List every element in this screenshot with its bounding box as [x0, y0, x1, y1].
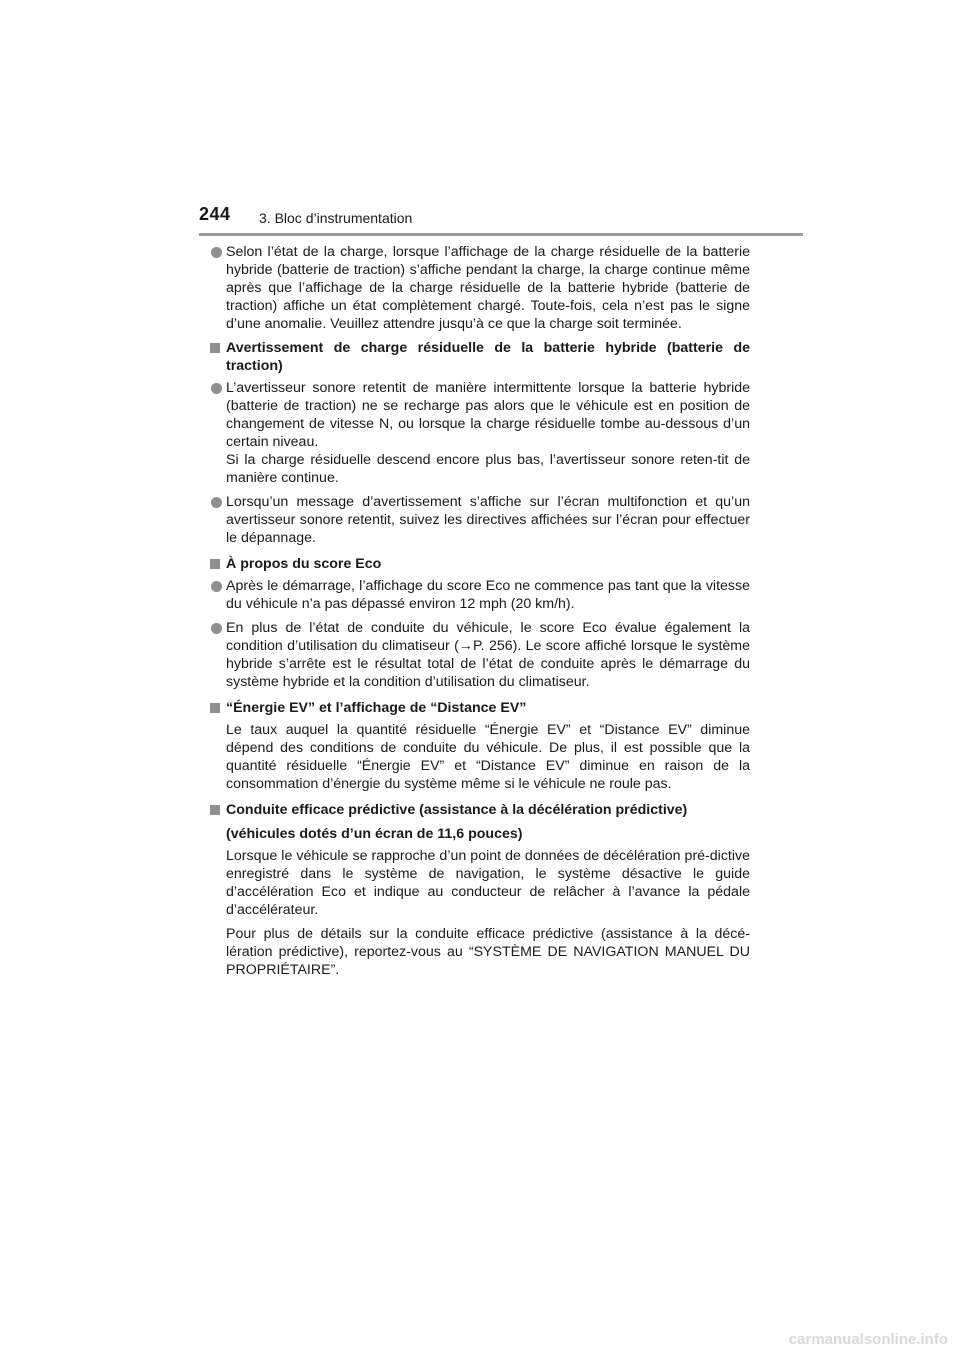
watermark-text: carmanualsonline.info [788, 1331, 948, 1348]
bullet-dot-icon [211, 581, 222, 592]
bullet-dot-icon [211, 497, 222, 508]
bullet-dot-icon [211, 383, 222, 394]
section-predictive-eco [210, 801, 750, 979]
paragraph: Le taux auquel la quantité résiduelle “Énergie EV” et “Distance EV” diminue dépend des conditions de conduite du véhicule. De plus, il est possible que la quantité résiduelle “Énergie EV” et “Distance EV” diminue en raison de la consommation d’énergie du système même si le véhicule ne roule pas. [226, 722, 750, 792]
square-bullet-icon [210, 343, 220, 353]
bullet-item [210, 577, 750, 613]
bullet-text-continued: Si la charge résiduelle descend encore plus bas, l’avertisseur sonore reten-tit de manière continue. [226, 452, 750, 486]
page-content [210, 243, 750, 987]
heading-text: “Énergie EV” et l’affichage de “Distance EV” [226, 700, 527, 716]
bullet-item [210, 619, 750, 691]
bullet-text: Après le démarrage, l’affichage du score Eco ne commence pas tant que la vitesse du véhicule n’a pas dépassé environ 12 mph (20 km/h). [226, 578, 750, 612]
bullet-text: En plus de l’état de conduite du véhicule, le score Eco évalue également la condition d’utilisation du climatiseur (→P. 256). Le score affiché lorsque le système hybride s’arrête est le résultat total de l’état de conduite après le démarrage du système hybride et la condition d’utilisation du climatiseur. [226, 620, 750, 690]
bullet-item [210, 493, 750, 547]
heading-text-line1: Conduite efficace prédictive (assistance à la décélération prédictive) [226, 802, 688, 818]
heading-text: Avertissement de charge résiduelle de la batterie hybride (batterie de traction) [226, 340, 750, 374]
square-bullet-icon [210, 559, 220, 569]
page-header [199, 204, 803, 236]
square-bullet-icon [210, 805, 220, 815]
paragraph: Lorsque le véhicule se rapproche d’un point de données de décélération pré-dictive enregistré dans le système de navigation, le système désactive le guide d’accélération Eco et indique au conducteur de relâcher à l’avance la pédale d’accélérateur. [226, 848, 750, 918]
bullet-text: L’avertisseur sonore retentit de manière intermittente lorsque la batterie hybride (batterie de traction) ne se recharge pas alors que le véhicule est en position de changement de vitesse N, ou lorsque la charge résiduelle tombe au-dessous d’un certain niveau. [226, 380, 750, 450]
bullet-dot-icon [211, 623, 222, 634]
section-heading [210, 699, 750, 717]
bullet-text: Selon l’état de la charge, lorsque l’affichage de la charge résiduelle de la batterie hybride (batterie de traction) s’affiche pendant la charge, la charge continue même après que l’affichage de la charge résiduelle de la batterie hybride (batterie de traction) affiche un état complètement chargé. Toute-fois, cela n’est pas le signe d’une anomalie. Veuillez attendre jusqu’à ce que la charge soit terminée. [226, 244, 750, 332]
section-heading [210, 339, 750, 375]
heading-text-line2: (véhicules dotés d’un écran de 11,6 pouces) [226, 826, 523, 842]
section-charge-warning [210, 339, 750, 547]
bullet-dot-icon [211, 247, 222, 258]
bullet-text: Lorsqu’un message d’avertissement s’affiche sur l’écran multifonction et qu’un avertisseur sonore retentit, suivez les directives affichées sur l’écran pour effectuer le dépannage. [226, 494, 750, 546]
section-heading [210, 555, 750, 573]
section-eco-score [210, 555, 750, 691]
square-bullet-icon [210, 703, 220, 713]
heading-text: À propos du score Eco [226, 556, 382, 572]
page-number: 244 [199, 204, 231, 224]
header-rule [199, 233, 803, 236]
bullet-item [210, 243, 750, 333]
section-ev-energy [210, 699, 750, 793]
bullet-item [210, 379, 750, 487]
chapter-title: 3. Bloc d’instrumentation [259, 210, 413, 226]
section-heading [210, 801, 750, 843]
paragraph: Pour plus de détails sur la conduite efficace prédictive (assistance à la décé-lération prédictive), reportez-vous au “SYSTÈME DE NAVIGATION MANUEL DU PROPRIÉTAIRE”. [226, 926, 750, 978]
